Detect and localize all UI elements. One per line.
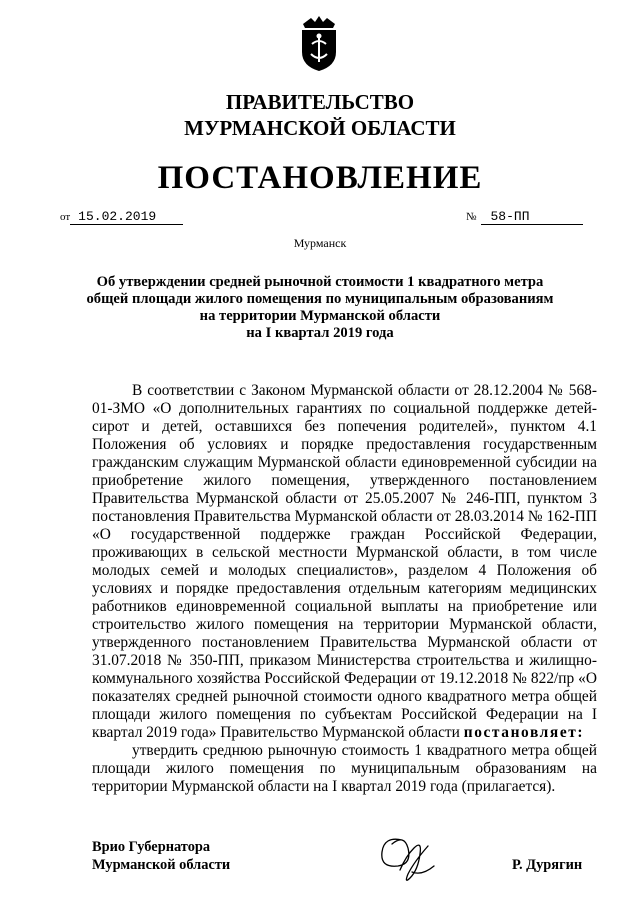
title-line2: общей площади жилого помещения по муниципальным образованиям bbox=[86, 291, 554, 307]
document-body bbox=[92, 382, 597, 796]
body-paragraph-1 bbox=[92, 382, 597, 742]
handwritten-signature bbox=[368, 826, 440, 892]
paragraph1-text: В соответствии с Законом Мурманской области от 28.12.2004 № 568-01-ЗМО «О дополнительных гарантиях по социальной поддержке детей-сирот и детей, оставшихся без попечения родителей», пунктом 4.1 Положения об условиях и порядке предоставления государственным гражданским служащим Мурманской области единовременной субсидии на приобретение жилого помещения, утвержденного постановлением Правительства Мурманской области от 25.05.2007 № 246-ПП, пунктом 3 постановления Правительства Мурманской области от 28.03.2014 № 162-ПП «О государственной поддержке граждан Российской Федерации, проживающих в сельской местности Мурманской области, в том числе молодых семей и молодых специалистов», разделом 4 Положения об условиях и порядке предоставления отдельным категориям медицинских работников единовременной социальной выплаты на приобретение или строительство жилого помещения на территории Мурманской области, утвержденного постановлением Правительства Мурманской области от 31.07.2018 № 350-ПП, приказом Министерства строительства и жилищно-коммунального хозяйства Российской Федерации от 19.12.2018 № 822/пр «О показателях средней рыночной стоимости одного квадратного метра общей площади жилого помещения по субъектам Российской Федерации на I квартал 2019 года» Правительство Мурманской области bbox=[92, 382, 597, 741]
date-prefix: от bbox=[60, 211, 71, 223]
government-name-line1: ПРАВИТЕЛЬСТВО bbox=[225, 90, 415, 114]
signatory-position-line2: Мурманской области bbox=[92, 857, 231, 873]
document-number: 58-ПП bbox=[481, 209, 583, 225]
document-date: 15.02.2019 bbox=[70, 209, 183, 225]
city: Мурманск bbox=[293, 236, 347, 250]
signatory-name: Р. Дурягин bbox=[512, 857, 583, 873]
number-prefix: № bbox=[466, 211, 477, 223]
coat-of-arms-icon bbox=[297, 14, 341, 72]
title-line1: Об утверждении средней рыночной стоимости 1 квадратного метра bbox=[96, 274, 544, 290]
title-line4: на I квартал 2019 года bbox=[246, 325, 394, 341]
government-name-line2: МУРМАНСКОЙ ОБЛАСТИ bbox=[184, 116, 456, 140]
number-block bbox=[466, 207, 583, 225]
signatory-position-line1: Врио Губернатора bbox=[92, 839, 211, 855]
body-paragraph-2: утвердить среднюю рыночную стоимость 1 квадратного метра общей площади жилого помещения по муниципальным образованиям на территории Мурманской области на I квартал 2019 года (прилагается). bbox=[92, 742, 597, 795]
title-line3: на территории Мурманской области bbox=[199, 308, 441, 324]
document-type: ПОСТАНОВЛЕНИЕ bbox=[157, 160, 483, 196]
decree-word: постановляет: bbox=[463, 724, 585, 741]
date-block bbox=[60, 207, 183, 225]
